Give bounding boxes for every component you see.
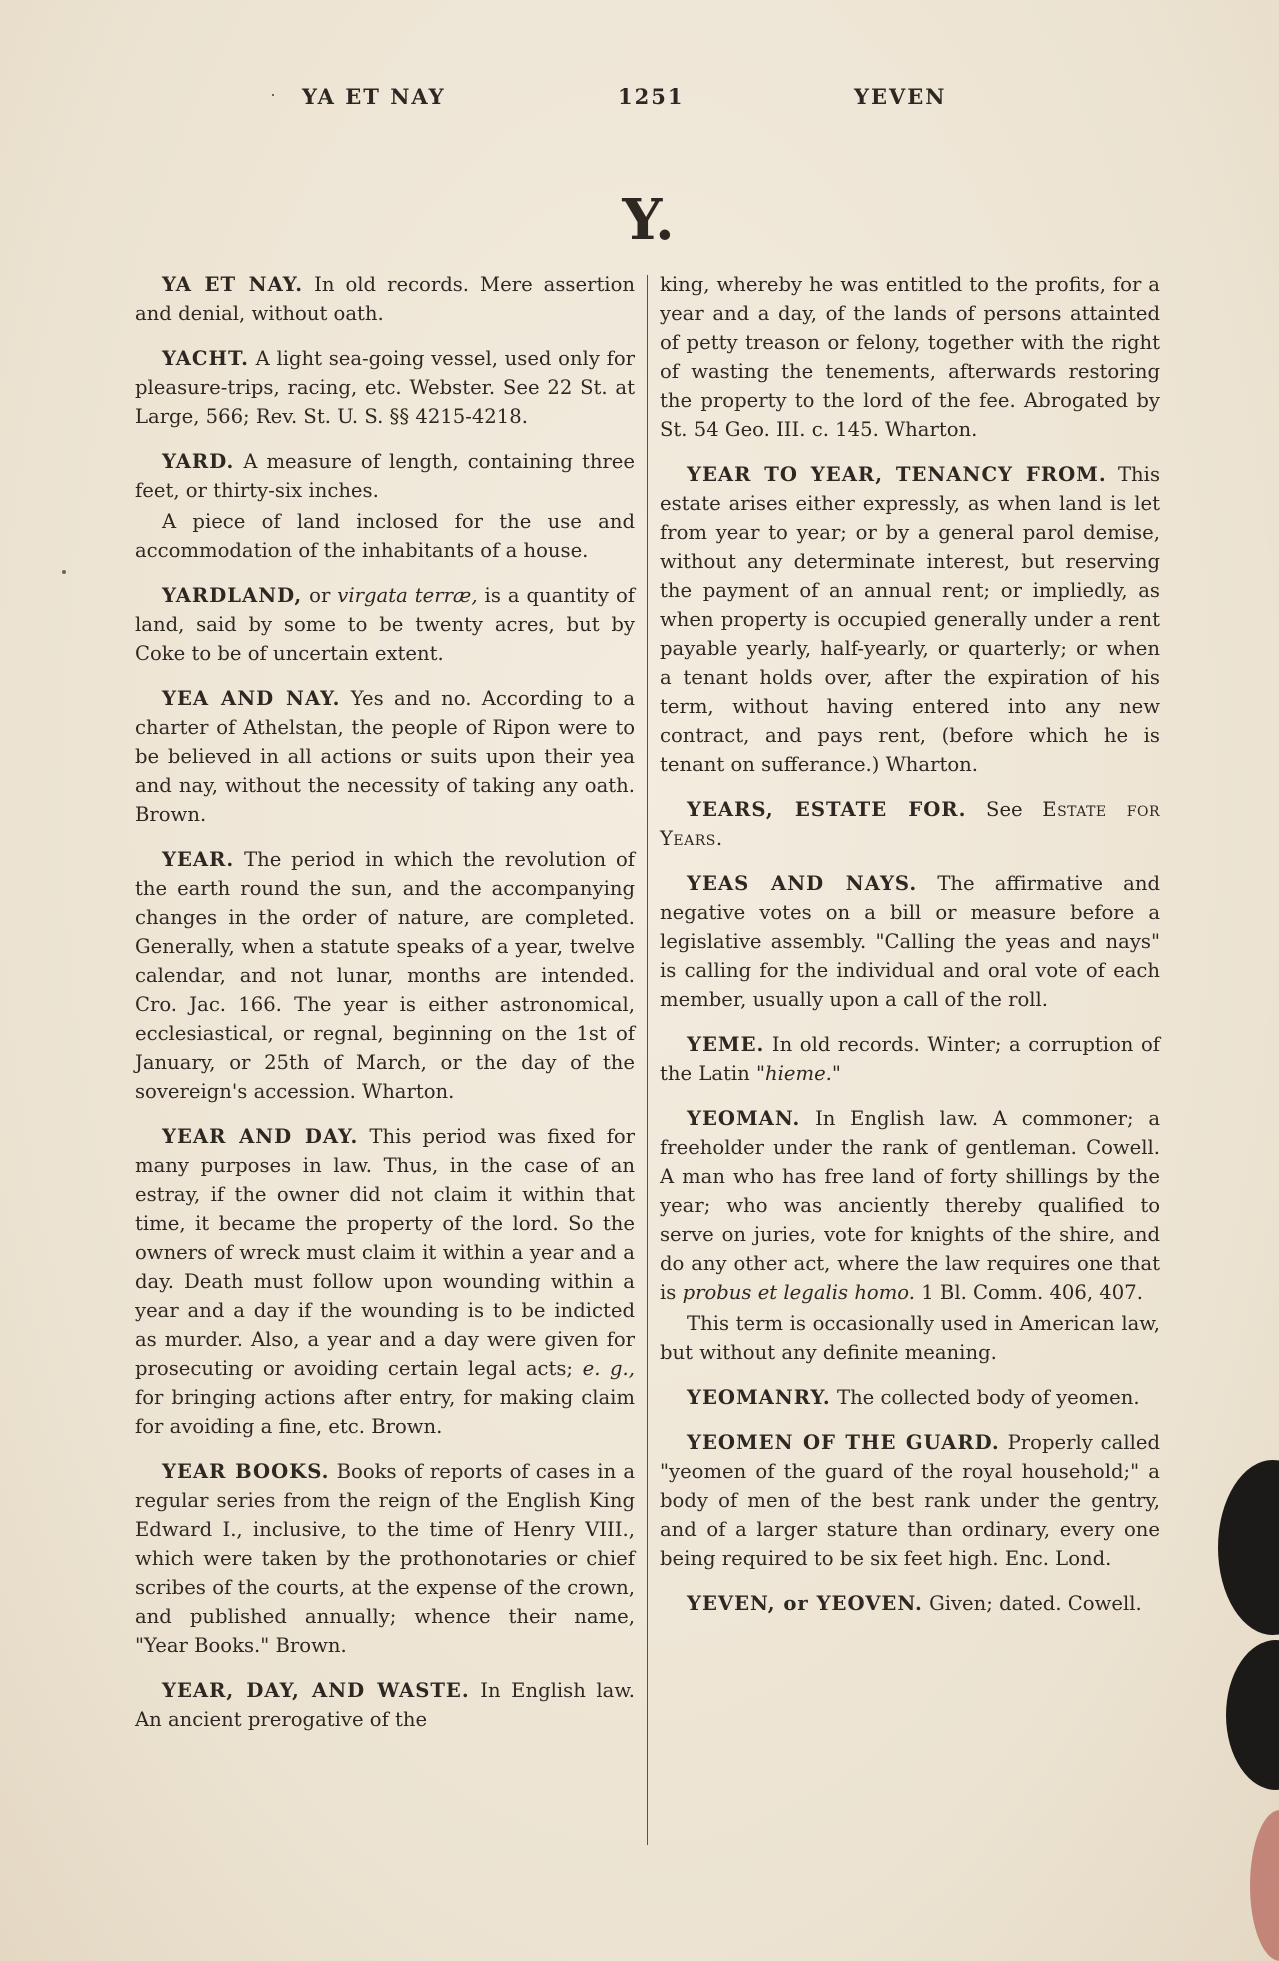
definition: A light sea-going vessel, used only for pleasure-trips, racing, etc. Webster. See 22 St. at Large, 566; Rev. St. U. S. §§ 4215-4218. [135,347,635,428]
definition: Books of reports of cases in a regular series from the reign of the English King Edward I., inclusive, to the time of Henry VIII., which were taken by the prothonotaries or chief scribes of the courts, at the expense of the crown, and published annually; whence their name, "Year Books." Brown. [135,1460,636,1657]
headword: YEAR AND DAY. [162,1125,359,1148]
definition: The period in which the revolution of the earth round the sun, and the accompanying changes in the order of nature, are completed. Generally, when a statute speaks of a year, twelve calendar, and not lunar, months are intended. Cro. Jac. 166. The year is either astronomical, ecclesiastical, or regnal, beginning on the 1st of January, or 25th of March, or the day of the sovereign's accession. Wharton. [135,848,635,1103]
cross-reference: Estate for Years. [660,798,1160,850]
entry-yardland [135,581,635,668]
right-column [660,270,1160,1634]
running-head-right: YEVEN [854,84,947,109]
definition: In old records. Winter; a corruption of the Latin " [660,1033,1160,1085]
definition: In old records. Mere assertion and denial, without oath. [135,273,635,325]
headword: YACHT. [162,347,249,370]
headword: YEOMAN. [687,1107,801,1130]
headword: YEOMANRY. [687,1386,831,1409]
thumb-index-tab [1226,1640,1279,1790]
headword: YEAS AND NAYS. [687,872,918,895]
edge-stain [1250,1810,1279,1961]
definition: A measure of length, containing three feet, or thirty-six inches. [135,450,635,502]
running-head-left: YA ET NAY [302,84,446,109]
headword: YEME. [687,1033,765,1056]
headword: YEVEN, or YEOVEN. [687,1592,923,1615]
definition: The affirmative and negative votes on a bill or measure before a legislative assembly. "Calling the yeas and nays" is calling for the individual and oral vote of each member, usually upon a call of the roll. [660,872,1160,1011]
definition: Given; dated. Cowell. [922,1592,1142,1615]
headword: YARDLAND, [162,584,303,607]
definition-continued: 1 Bl. Comm. 406, 407. [915,1281,1143,1304]
definition: A piece of land inclosed for the use and accommodation of the inhabitants of a house. [135,510,635,562]
headword: YEARS, ESTATE FOR. [687,798,967,821]
entry-yeoman-second-sense [660,1309,1160,1367]
headword: YEOMEN OF THE GUARD. [687,1431,1000,1454]
entry-ya-et-nay [135,270,635,328]
running-head [0,84,1279,114]
entry-yard [135,447,635,505]
entry-year-and-day [135,1122,635,1441]
headword: YARD. [162,450,235,473]
entry-yeomanry [660,1383,1160,1412]
definition: The collected body of yeomen. [830,1386,1140,1409]
definition: In English law. A commoner; a freeholder under the rank of gentleman. Cowell. A man who has free land of forty shillings by the year; who was anciently thereby qualified to serve on juries, vote for knights of the shire, and do any other act, where the law requires one that is [660,1107,1160,1304]
headword: YEAR TO YEAR, TENANCY FROM. [687,463,1107,486]
definition-continued: " [831,1062,841,1085]
column-divider [647,275,648,1845]
entry-year [135,845,635,1106]
headword: YEAR BOOKS. [162,1460,330,1483]
headword: YEA AND NAY. [162,687,341,710]
section-letter: Y. [622,187,675,253]
definition: See [966,798,1043,821]
headword: YEAR. [162,848,235,871]
abbreviation: e. g., [582,1357,635,1380]
definition-continued: for bringing actions after entry, for making claim for avoiding a fine, etc. Brown. [135,1386,635,1438]
latin-term: virgata terræ, [337,584,478,607]
entry-yeven [660,1589,1160,1618]
entry-yeas-and-nays [660,869,1160,1014]
entry-years-estate-for [660,795,1160,853]
definition-connector: or [302,584,338,607]
page-number: 1251 [618,84,685,109]
entry-yacht [135,344,635,431]
entry-yard-second-sense [135,507,635,565]
entry-yeme [660,1030,1160,1088]
definition: Properly called "yeomen of the guard of the royal household;" a body of men of the best rank under the gentry, and of a larger stature than ordinary, every one being required to be six feet high. Enc. Lond. [660,1431,1160,1570]
left-column [135,270,635,1750]
headword: YEAR, DAY, AND WASTE. [162,1679,470,1702]
definition: This estate arises either expressly, as when land is let from year to year; or by a general parol demise, without any determinate interest, but reserving the payment of an annual rent; or impliedly, as when property is occupied generally under a rent payable yearly, half-yearly, or quarterly; or when a tenant holds over, after the expiration of his term, without having entered into any new contract, and pays rent, (before which he is tenant on sufferance.) Wharton. [660,463,1160,776]
entry-continuation [660,270,1160,444]
definition: In English law. An ancient prerogative of the [135,1679,635,1731]
latin-term: probus et legalis homo. [682,1281,915,1304]
headword: YA ET NAY. [162,273,304,296]
definition: king, whereby he was entitled to the profits, for a year and a day, of the lands of persons attainted of petty treason or felony, together with the right of wasting the tenements, afterwards restoring the property to the lord of the fee. Abrogated by St. 54 Geo. III. c. 145. Wharton. [660,273,1160,441]
entry-year-day-and-waste [135,1676,635,1734]
definition: is a quantity of land, said by some to be twenty acres, but by Coke to be of uncertain extent. [135,584,636,665]
entry-year-to-year [660,460,1160,779]
entry-yeoman [660,1104,1160,1307]
entry-yeomen-of-the-guard [660,1428,1160,1573]
entry-yea-and-nay [135,684,635,829]
thumb-index-tab [1218,1460,1279,1635]
definition: This period was fixed for many purposes in law. Thus, in the case of an estray, if the owner did not claim it within that time, it became the property of the lord. So the owners of wreck must claim it within a year and a day. Death must follow upon wounding within a year and a day if the wounding is to be indicted as murder. Also, a year and a day were given for prosecuting or avoiding certain legal acts; [135,1125,635,1380]
definition: Yes and no. According to a charter of Athelstan, the people of Ripon were to be believed in all actions or suits upon their yea and nay, without the necessity of taking any oath. Brown. [135,687,636,826]
entry-year-books [135,1457,635,1660]
latin-term: hieme. [765,1062,832,1085]
definition: This term is occasionally used in American law, but without any definite meaning. [660,1312,1160,1364]
margin-mark [62,570,66,574]
